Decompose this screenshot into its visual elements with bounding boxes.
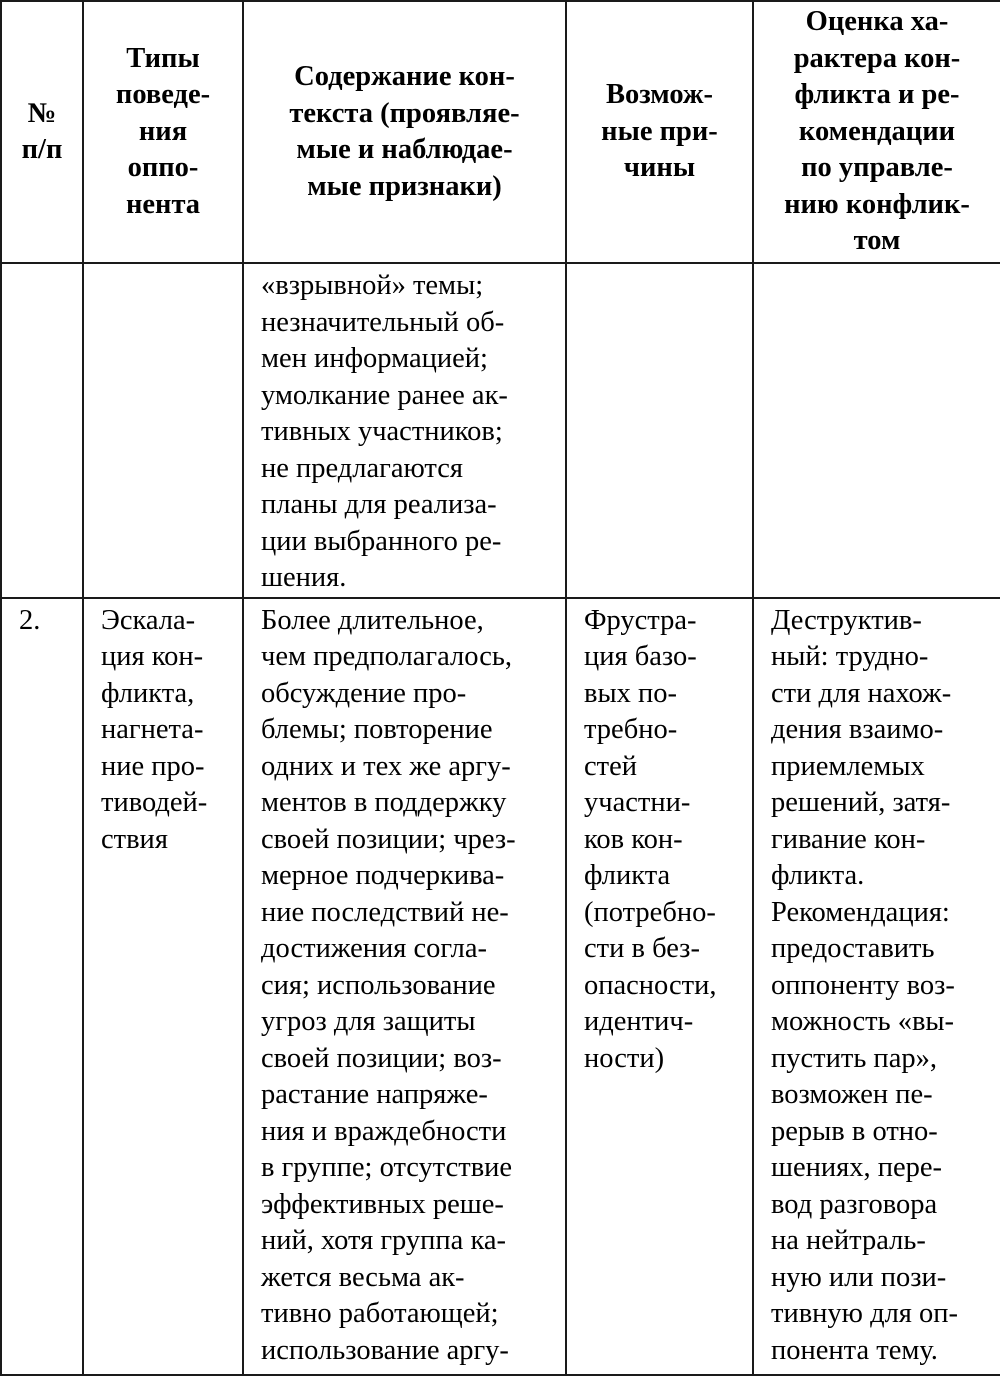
text-line: умолкание ранее ак- xyxy=(261,379,508,411)
text-line: поведе- xyxy=(115,79,211,111)
text-line: ния xyxy=(138,115,188,147)
text-line: (потребно- xyxy=(584,896,716,928)
text-line: Рекомендация: xyxy=(771,896,950,928)
text-line: опасности, xyxy=(584,969,717,1001)
cell-assessment xyxy=(753,263,1000,598)
text-line: № xyxy=(27,97,57,129)
text-line: своей позиции; чрез- xyxy=(261,823,516,855)
text-line: участни- xyxy=(584,787,691,818)
text-line: чем предполагалось, xyxy=(261,641,512,672)
text-line: сия; использование xyxy=(261,969,496,1001)
text-line: на нейтраль- xyxy=(771,1225,926,1256)
text-line: ствия xyxy=(101,823,168,855)
header-behavior-types xyxy=(83,1,243,263)
text-line: гивание кон- xyxy=(771,823,926,855)
text-line: ный: трудно- xyxy=(771,641,929,672)
text-line: вых по- xyxy=(584,677,677,709)
text-line: решений, затя- xyxy=(771,787,951,818)
text-line: «взрывной» темы; xyxy=(261,270,484,301)
table-row xyxy=(1,263,1000,598)
text-line: фликта, xyxy=(101,677,195,709)
text-line: фликта. xyxy=(771,860,865,891)
header-context-content xyxy=(243,1,566,263)
header-possible-causes xyxy=(566,1,753,263)
text-line: рактера кон- xyxy=(793,42,961,74)
text-line: можность «вы- xyxy=(771,1006,955,1037)
text-line: Содержание кон- xyxy=(294,61,515,92)
text-line: фликта и ре- xyxy=(794,79,960,111)
table-row xyxy=(1,598,1000,1375)
text-line: своей позиции; воз- xyxy=(261,1042,502,1074)
text-line: тивных участников; xyxy=(261,416,503,447)
text-line: требно- xyxy=(584,714,678,745)
text-line: мые признаки) xyxy=(307,170,502,202)
text-line: оппоненту воз- xyxy=(771,969,955,1001)
text-line: тивно работающей; xyxy=(261,1298,499,1329)
text-line: растание напряже- xyxy=(261,1079,488,1110)
text-line: нента xyxy=(125,188,201,220)
text-line: сти в без- xyxy=(584,933,700,964)
text-line: Деструктив- xyxy=(771,604,922,636)
cell-possible-causes xyxy=(566,598,753,1375)
text-line: пустить пар», xyxy=(771,1042,937,1074)
text-line: возможен пе- xyxy=(771,1079,933,1110)
text-line: оппо- xyxy=(127,152,199,184)
header-number xyxy=(1,1,83,263)
cell-number: 2. xyxy=(1,598,83,1375)
text-line: эффективных реше- xyxy=(261,1188,504,1220)
cell-behavior-type xyxy=(83,598,243,1375)
text-line: том xyxy=(853,225,901,257)
cell-behavior-type xyxy=(83,263,243,598)
text-line: угроз для защиты xyxy=(261,1006,476,1037)
cell-context-content xyxy=(243,598,566,1375)
text-line: ков кон- xyxy=(584,823,683,855)
header-assessment xyxy=(753,1,1000,263)
text-line: ные при- xyxy=(601,115,718,147)
text-line: тивную для оп- xyxy=(771,1298,959,1329)
text-line: чины xyxy=(623,152,696,184)
cell-assessment xyxy=(753,598,1000,1375)
text-line: мерное подчеркива- xyxy=(261,860,505,891)
text-line: ция кон- xyxy=(101,641,204,672)
text-line: вод разговора xyxy=(771,1188,938,1220)
text-line: понента тему. xyxy=(771,1334,938,1366)
text-line: незначительный об- xyxy=(261,306,505,338)
table-header-row xyxy=(1,1,1000,263)
text-line: предоставить xyxy=(771,933,935,964)
text-line: Эскала- xyxy=(101,604,196,636)
text-line: Более длительное, xyxy=(261,604,484,636)
text-line: одних и тех же аргу- xyxy=(261,750,511,782)
text-line: текста (проявляе- xyxy=(289,97,520,129)
text-line: достижения согла- xyxy=(261,933,488,964)
text-line: мые и наблюдае- xyxy=(296,134,513,165)
text-line: Фрустра- xyxy=(584,604,697,636)
text-line: ние последствий не- xyxy=(261,896,509,928)
text-line: нию конфлик- xyxy=(784,188,970,220)
text-line: по управле- xyxy=(801,152,953,184)
text-line: планы для реализа- xyxy=(261,489,497,520)
text-line: приемлемых xyxy=(771,750,925,782)
text-line: ний, хотя группа ка- xyxy=(261,1225,507,1256)
cell-possible-causes xyxy=(566,263,753,598)
text-line: ние про- xyxy=(101,750,205,782)
text-line: мен информацией; xyxy=(261,343,488,374)
text-line: нагнета- xyxy=(101,714,204,745)
text-line: не предлагаются xyxy=(261,452,463,484)
cell-context-content xyxy=(243,263,566,598)
text-line: рерыв в отно- xyxy=(771,1115,938,1147)
text-line: Возмож- xyxy=(605,79,714,111)
text-line: в группе; отсутствие xyxy=(261,1152,513,1183)
text-line: идентич- xyxy=(584,1006,694,1037)
text-line: сти для нахож- xyxy=(771,677,952,709)
text-line: обсуждение про- xyxy=(261,677,467,709)
text-line: Оценка ха- xyxy=(805,6,949,38)
text-line: ментов в поддержку xyxy=(261,787,507,818)
text-line: жется весьма ак- xyxy=(261,1261,465,1293)
text-line: комендации xyxy=(798,115,956,147)
text-line: шения. xyxy=(261,562,347,593)
text-line: ния и враждебности xyxy=(261,1115,507,1147)
text-line: ности) xyxy=(584,1042,665,1074)
text-line: стей xyxy=(584,750,638,782)
text-line: ную или пози- xyxy=(771,1261,947,1293)
text-line: шениях, пере- xyxy=(771,1152,942,1183)
text-line: дения взаимо- xyxy=(771,714,944,745)
text-line: блемы; повторение xyxy=(261,714,493,745)
text-line: использование аргу- xyxy=(261,1334,509,1366)
text-line: ция базо- xyxy=(584,641,697,672)
cell-number xyxy=(1,263,83,598)
text-line: тиводей- xyxy=(101,787,208,818)
text-line: ции выбранного ре- xyxy=(261,525,502,557)
text-line: Типы xyxy=(126,42,200,74)
text-line: фликта xyxy=(584,860,671,891)
text-line: п/п xyxy=(21,134,63,165)
